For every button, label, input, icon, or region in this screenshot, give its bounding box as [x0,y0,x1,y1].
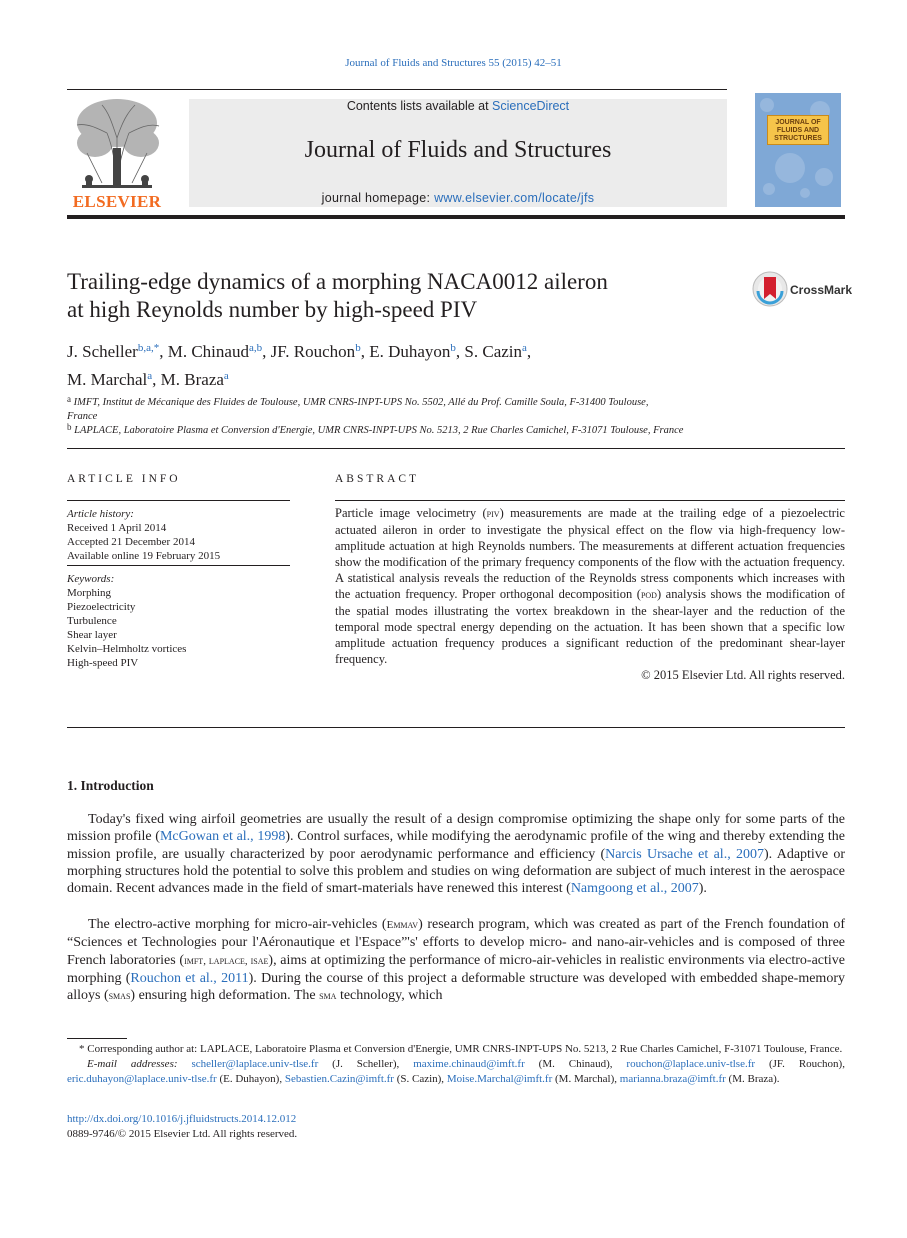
abbreviation: smas [108,990,131,1003]
email-link[interactable]: scheller@laplace.univ-tlse.fr [191,1058,319,1070]
sciencedirect-link[interactable]: ScienceDirect [492,99,570,113]
author-name[interactable]: M. Chinaud [167,342,249,361]
citation-link[interactable]: Rouchon et al., 2011 [130,970,249,986]
elsevier-wordmark: ELSEVIER [72,192,162,211]
author-separator: , [159,342,168,361]
author-separator: , [455,342,465,361]
abstract-part-2: ) measurements are made at the trailing edge of a piezoelectric actuated aileron in order to investigate the physical effect on the flow via high-frequency low-amplitude actuation at high Reynolds numbers. The measurements at different actuation frequencies show the modification of the primary frequency components of the flow with the actuation frequency. A statistical analysis reveals the reduction of the Reynolds stress components which increases with the actuation frequency. Proper orthogonal decomposition ( [335,506,845,601]
footnotes [67,1042,845,1087]
keyword: Shear layer [67,629,117,641]
keyword: Kelvin–Helmholtz vortices [67,643,187,655]
footnote-rule [67,1038,127,1039]
author-affiliation-mark[interactable]: a,b [248,342,263,354]
email-owner: (M. Chinaud), [524,1058,627,1070]
text-run: Today's fixed wing airfoil geometries are usually the result of a design compromise optimizing the shape only for some parts of the mission profile ( [67,812,845,845]
email-link[interactable]: eric.duhayon@laplace.univ-tlse.fr [67,1073,217,1085]
article-title [67,268,707,324]
homepage-line [189,191,727,205]
author-affiliation-mark[interactable]: a [223,370,229,382]
email-owner: (S. Cazin), [393,1073,447,1085]
journal-name: Journal of Fluids and Structures [304,137,612,163]
affiliation-text: IMFT, Institut de Mécanique des Fluides de Toulouse, UMR CNRS-INPT-UPS No. 5502, Allé du Prof. Camille Soula, F-31400 Toulouse, [73,397,649,408]
email-link[interactable]: Moise.Marchal@imft.fr [446,1073,553,1085]
abbr-piv: piv [486,508,500,520]
email-owner: (JF. Rouchon), [755,1058,845,1070]
author-list [67,336,787,392]
cover-title: JOURNAL OF FLUIDS AND STRUCTURES [767,115,829,145]
affiliation-mark: a [67,394,71,404]
email-link[interactable]: maxime.chinaud@imft.fr [413,1058,525,1070]
text-run: ). Adaptive or morphing structures hold the potential to solve this problem and studies on wing deformation are subject of much interest in the aerospace domain. Recent advances made in the field of smart-materials have renewed this interest ( [67,846,845,897]
abstract-rule [335,500,845,501]
contents-prefix: Contents lists available at [346,99,493,113]
affiliation-text-cont: France [67,411,98,422]
author-affiliation-mark[interactable]: b [450,342,456,354]
author-name[interactable]: M. Braza [160,370,224,389]
citation-link[interactable]: Narcis Ursache et al., 2007 [605,846,765,862]
keywords-title: Keywords: [67,573,115,585]
article-history [67,507,290,563]
article-info-rule [67,500,290,501]
copyright: © 2015 Elsevier Ltd. All rights reserved. [641,668,845,682]
journal-header-box [189,99,727,207]
keyword: Piezoelectricity [67,601,136,613]
text-run: The electro-active morphing for micro-air-vehicles ( [88,917,387,932]
crossmark-label[interactable]: CrossMark [790,283,853,297]
author-separator: , [360,342,370,361]
corresponding-author-note: * Corresponding author at: LAPLACE, Laboratoire Plasma et Conversion d'Energie, UMR CNRS-INPT-UPS No. 5213, 2 Rue Charles Camichel, F-31071 Toulouse, France. [79,1043,843,1055]
doi-link[interactable]: http://dx.doi.org/10.1016/j.jfluidstructs.2014.12.012 [67,1113,297,1125]
text-run: ). [698,881,707,897]
history-received: Received 1 April 2014 [67,522,167,534]
history-accepted: Accepted 21 December 2014 [67,536,195,548]
author-separator: , [152,370,161,389]
citation-link[interactable]: McGowan et al., 1998 [159,829,286,845]
abbreviation: sma [319,990,337,1003]
history-online: Available online 19 February 2015 [67,550,221,562]
author-affiliation-mark[interactable]: b [355,342,361,354]
abstract-part-1: Particle image velocimetry ( [335,506,487,520]
section-heading-introduction: 1. Introduction [67,778,154,793]
author-separator: , [262,342,271,361]
email-owner: (M. Marchal), [552,1073,620,1085]
header-top-rule [67,89,727,90]
text-run: ), aims at optimizing the performance of micro-air-vehicles in realistic environments via electro-active morphing ( [67,952,845,986]
author-name[interactable]: S. Cazin [464,342,523,361]
text-run: ). During the course of this project a deformable structure was developed with embedded shape-memory alloys ( [67,970,845,1004]
author-affiliation-mark[interactable]: a [147,370,153,382]
section-rule [67,448,845,449]
author-separator: , [526,342,532,361]
email-label: E-mail addresses: [87,1058,178,1070]
article-info-heading: ARTICLE INFO [67,473,181,485]
text-run: ). Control surfaces, while modifying the aerodynamic profile of the wing and thereby extending the mission profile, are usually characterized by poor aerodynamic performance and efficiency ( [67,829,845,862]
text-run: ) research program, which was created as part of the French foundation of “Sciences et Technologies pour l'Aéronautique et l'Espace”'s' efforts to develop micro- and nano-air-vehicles and is composed of three French laboratories ( [67,917,846,968]
citation-link[interactable]: Namgoong et al., 2007 [570,881,699,897]
crossmark-icon[interactable] [752,271,788,307]
affiliation-text: LAPLACE, Laboratoire Plasma et Conversion d'Energie, UMR CNRS-INPT-UPS No. 5213, 2 Rue Charles Camichel, F-31071 Toulouse, France [74,425,684,436]
header-thick-rule [67,215,845,219]
author-name[interactable]: J. Scheller [67,342,138,361]
affiliation-b [67,420,737,438]
homepage-link[interactable]: www.elsevier.com/locate/jfs [434,191,595,205]
keyword: Turbulence [67,615,117,627]
email-owner: (M. Braza). [725,1073,780,1085]
journal-citation[interactable]: Journal of Fluids and Structures 55 (2015) 42–51 [345,57,562,69]
text-run: technology, which [336,988,443,1004]
email-addresses [67,1057,845,1087]
author-name[interactable]: M. Marchal [67,370,148,389]
abbr-pod: pod [640,589,657,601]
doi-block [67,1112,297,1142]
homepage-prefix: journal homepage: [321,191,435,205]
author-affiliation-mark[interactable]: a [522,342,527,354]
abstract-part-3: ) analysis shows the modification of the spatial modes illustrating the vortex breakdown in the shear-layer and the reduction of the temporal mode spectral energy depending on the actuation. It has been shown that a specific low amplitude actuation frequency produces a significant reduction of the predominant shear-layer frequency. [335,587,845,666]
title-line-1: Trailing-edge dynamics of a morphing NACA0012 aileron [67,269,608,294]
abstract-heading: ABSTRACT [335,473,420,485]
keywords-block [67,572,290,670]
abstract-bottom-rule [67,727,845,728]
keyword: High-speed PIV [67,657,139,669]
journal-cover-image[interactable] [755,93,841,207]
history-rule [67,565,290,566]
email-owner: (E. Duhayon), [216,1073,285,1085]
affiliation-mark: b [67,422,72,432]
title-line-2: at high Reynolds number by high-speed PIV [67,297,478,322]
keyword: Morphing [67,587,111,599]
author-name[interactable]: E. Duhayon [369,342,451,361]
intro-paragraph-1 [67,811,845,897]
contents-line [189,99,727,113]
email-link[interactable]: marianna.braza@imft.fr [619,1073,726,1085]
keyword-list [67,586,290,670]
issn-line: 0889-9746/© 2015 Elsevier Ltd. All rights reserved. [67,1128,298,1140]
email-owner: (J. Scheller), [318,1058,414,1070]
history-title: Article history: [67,508,134,520]
email-link[interactable]: Sebastien.Cazin@imft.fr [284,1073,394,1085]
author-name[interactable]: JF. Rouchon [270,342,356,361]
abbreviation: imft, laplace, isae [184,954,269,967]
text-run: ) ensuring high deformation. The [130,988,320,1004]
email-link[interactable]: rouchon@laplace.univ-tlse.fr [626,1058,756,1070]
abstract-body [335,505,845,683]
abbreviation: Emmav [386,919,419,931]
intro-paragraph-2 [67,916,845,1005]
author-affiliation-mark[interactable]: b,a,* [137,342,160,354]
